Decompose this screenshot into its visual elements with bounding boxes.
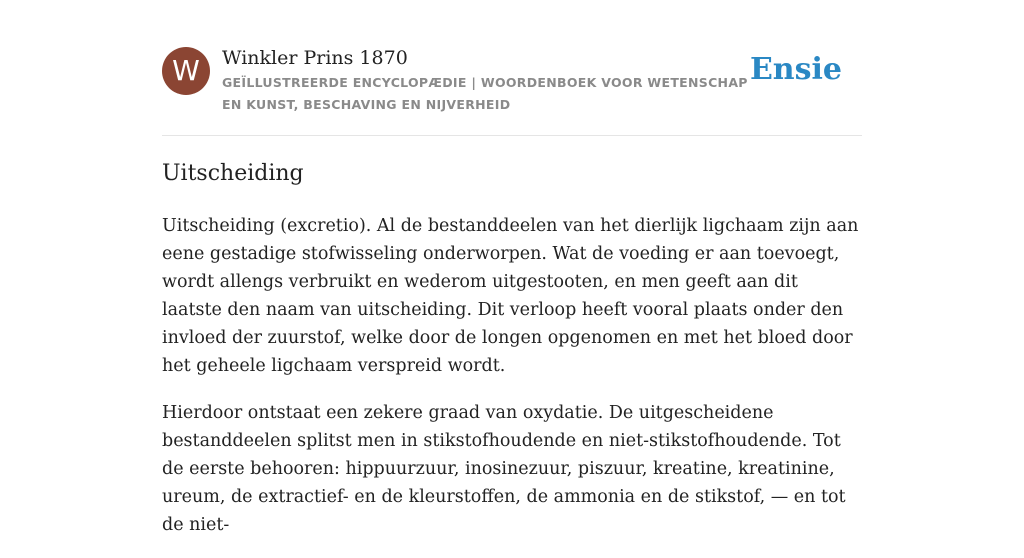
- article-title: Uitscheiding: [162, 161, 304, 186]
- article-paragraph: Hierdoor ontstaat een zekere graad van oxydatie. De uitgescheidene bestanddeelen splitst men in stikstofhoudende en niet-stikstofhoudende. Tot de eerste behooren: hippuurzuur, inosinezuur, piszuur, kreatine, kreatinine, ureum, de extractief- en de kleurstoffen, de ammonia en de stikstof, — en tot de niet-: [162, 403, 846, 535]
- source-title[interactable]: Winkler Prins 1870: [222, 47, 408, 69]
- source-subtitle: GEÏLLUSTREERDE ENCYCLOPÆDIE | WOORDENBOEK VOOR WETENSCHAP EN KUNST, BESCHAVING EN NIJVERHEID: [222, 75, 748, 112]
- article-body: [162, 212, 862, 558]
- ensie-logo[interactable]: Ensie: [749, 52, 842, 87]
- source-header: [162, 45, 862, 117]
- source-avatar[interactable]: W: [162, 47, 210, 95]
- article-page: [162, 0, 862, 535]
- article-paragraph: Uitscheiding (excretio). Al de bestanddeelen van het dierlijk ligchaam zijn aan eene gestadige stofwisseling onderworpen. Wat de voeding er aan toevoegt, wordt allengs verbruikt en wederom uitgestooten, en men geeft aan dit laatste den naam van uitscheiding. Dit verloop heeft vooral plaats onder den invloed der zuurstof, welke door de longen opgenomen en met het bloed door het geheele ligchaam verspreid wordt.: [162, 216, 859, 376]
- header-divider: [162, 135, 862, 136]
